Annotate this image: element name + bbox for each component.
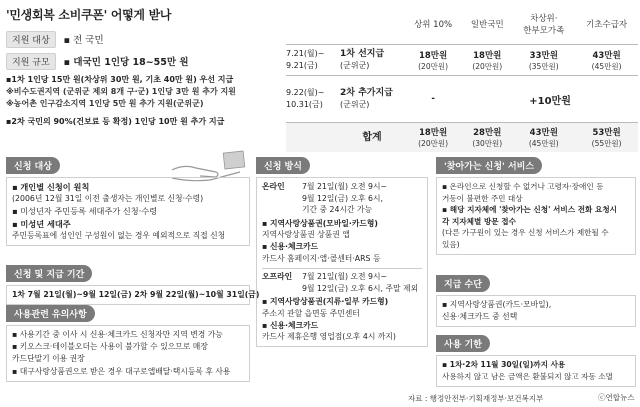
cell-value: 18만원 xyxy=(473,50,502,61)
cell-value: 33만원 xyxy=(529,50,558,61)
cell-sub: (20만원) xyxy=(472,61,503,71)
publisher-logo: ⓒ연합뉴스 xyxy=(598,393,635,402)
section-head: 신청 대상 xyxy=(6,157,60,174)
table-row-total xyxy=(286,123,638,153)
list-item: ▪ 키오스크·테이블오더는 사용이 불가할 수 있으므로 매장 xyxy=(12,342,208,352)
section-head: 신청 및 지급 기간 xyxy=(6,265,92,282)
detail-line: ※농어촌 인구감소지역 1인당 5만 원 추가 지원(군위군) xyxy=(6,99,204,108)
section-head: '찾아가는 신청' 서비스 xyxy=(436,157,542,174)
notes-section xyxy=(6,302,250,382)
online-line: 9월 12일(금) 오후 6시, xyxy=(302,193,384,203)
cell-sub: (45만원) xyxy=(528,139,559,148)
cell-value: 28만원 xyxy=(473,128,502,138)
col-header: 상위 10% xyxy=(414,20,453,30)
support-info xyxy=(6,30,276,74)
row-label: 1차 선지급 xyxy=(340,48,385,59)
cell-value: 43만원 xyxy=(529,128,558,138)
list-item: ▪ 해당 지자체에 '찾아가는 신청' 서비스 전화 요청시 xyxy=(442,205,618,215)
detail-line: ▪1차 1인당 15만 원(차상위 30만 원, 기초 40만 원) 우선 지급 xyxy=(6,75,234,84)
apply-target-section xyxy=(6,154,250,246)
method-title: ▪ 지역사랑상품권(모바일·카드형) xyxy=(262,218,378,228)
col-header: 기초수급자 xyxy=(586,20,628,30)
method-line: 주소지 관할 읍면동 주민센터 xyxy=(262,308,360,318)
cell-value: 18만원 xyxy=(418,50,448,61)
payment-means-section xyxy=(436,272,636,327)
offline-label: 오프라인 xyxy=(262,272,293,282)
scale-tag: 지원 규모 xyxy=(6,53,56,70)
cell-sub: (55만원) xyxy=(591,139,622,148)
table-row xyxy=(286,45,638,76)
support-detail-lines xyxy=(6,74,286,128)
cell-sub: (45만원) xyxy=(591,61,622,71)
section-head: 사용 기한 xyxy=(436,335,490,352)
list-item: ▪ 지역사랑상품권(카드·모바일), xyxy=(442,300,552,309)
section-head: 지급 수단 xyxy=(436,275,490,292)
list-item: ▪ 개인별 신청이 원칙 xyxy=(12,182,90,192)
visit-service-section xyxy=(436,154,636,255)
list-item: 카드단말기 이용 권장 xyxy=(12,354,85,364)
list-item: ▪ 1차·2차 11월 30일(일)까지 사용 xyxy=(442,360,566,369)
method-section xyxy=(256,154,428,347)
source-note: 자료 : 행정안전부·기획재정부·보건복지부 xyxy=(408,394,544,403)
section-head: 사용관련 유의사항 xyxy=(6,305,95,322)
row-sublabel: (군위군) xyxy=(340,99,370,109)
method-title: ▪ 지역사랑상품권(지류·일부 카드형) xyxy=(262,297,389,307)
list-item: ▪ 사용기간 중 이사 시 신용·체크카드 신청자만 지역 변경 가능 xyxy=(12,330,223,339)
scale-value: ▪ 대국민 1인당 18~55만 원 xyxy=(63,57,189,68)
period-line: 1차 7월 21일(월)~9월 12일(금) 2차 9월 22일(월)~10월 31일(금) xyxy=(6,285,250,305)
list-item: 사용하지 않고 남은 금액은 환불되지 않고 자동 소멸 xyxy=(442,372,613,382)
online-label: 온라인 xyxy=(262,182,285,191)
cell-value: 18만원 xyxy=(418,128,448,138)
offline-line: 7월 21일(월) 오전 9시~ xyxy=(302,272,388,282)
target-tag: 지원 대상 xyxy=(6,31,56,48)
list-item: ▪ 미성년 세대주 xyxy=(12,218,71,229)
period-start: 7.21(월)~ xyxy=(286,49,325,58)
row-label: 2차 추가지급 xyxy=(340,87,393,98)
list-item: 있음) xyxy=(442,239,460,249)
online-line: 7월 21일(월) 오전 9시~ xyxy=(302,182,388,191)
list-item: 주민등록표에 성인인 구성원이 없는 경우 예외적으로 직접 신청 xyxy=(12,230,226,240)
period-start: 9.22(월)~ xyxy=(286,88,325,97)
list-item: (2006년 12월 31일 이전 출생자는 개인별로 신청·수령) xyxy=(12,194,204,204)
period-end: 10.31(금) xyxy=(286,100,323,109)
cell-value: +10만원 xyxy=(462,76,638,123)
list-item: ▪ 온라인으로 신청할 수 없거나 고령자·장애인 등 xyxy=(442,182,604,191)
list-item: 신용·체크카드 중 선택 xyxy=(442,312,518,322)
row-sublabel: (군위군) xyxy=(340,60,370,70)
cell-sub: (30만원) xyxy=(472,139,503,148)
method-line: 카드사 홈페이지·앱·콜센터·ARS 등 xyxy=(262,253,381,263)
offline-line: 9월 12일(금) 오후 6시, 주말 제외 xyxy=(302,283,419,293)
method-title: ▪ 신용·체크카드 xyxy=(262,241,319,251)
list-item: 각 지자체별 방문 접수 xyxy=(442,216,516,226)
usage-period-section xyxy=(436,332,636,387)
online-line: 기간 중 24시간 가능 xyxy=(302,205,373,215)
cell-sub: (20만원) xyxy=(418,139,449,148)
list-item: (다른 가구원이 있는 경우 신청 서비스가 제한될 수 xyxy=(442,228,609,238)
list-item: ▪ 대구사랑상품권으로 받은 경우 대구로앱배달·택시등록 후 사용 xyxy=(12,366,231,376)
cell-value: 53만원 xyxy=(592,128,621,138)
cell-sub: (35만원) xyxy=(528,61,559,71)
cell-value: - xyxy=(404,76,462,123)
page-title: '민생회복 소비쿠폰' 어떻게 받나 xyxy=(6,8,172,22)
period-end: 9.21(금) xyxy=(286,61,318,70)
method-line: 지역사랑상품권 상품권 앱 xyxy=(262,230,350,240)
list-item: 거동이 불편한 주민 대상 xyxy=(442,193,523,203)
apply-period-section xyxy=(6,262,260,305)
amount-table xyxy=(286,4,638,152)
cell-sub: (20만원) xyxy=(418,61,449,71)
col-header: 차상위· 한부모가족 xyxy=(523,14,565,36)
detail-line: ▪2차 국민의 90%(건보료 등 확정) 1인당 10만 원 추가 지급 xyxy=(6,117,225,126)
col-header: 일반국민 xyxy=(470,20,504,30)
method-title: ▪ 신용·체크카드 xyxy=(262,320,319,330)
target-value: ▪ 전 국민 xyxy=(63,35,104,46)
section-head: 신청 방식 xyxy=(256,157,310,174)
list-item: ▪ 미성년자 주민등록 세대주가 신청·수령 xyxy=(12,206,158,217)
row-label: 합계 xyxy=(340,123,404,153)
table-row xyxy=(286,76,638,123)
cell-value: 43만원 xyxy=(592,50,621,61)
detail-line: ※비수도권지역 (군위군 제외 8개 구·군) 1인당 3만 원 추가 지원 xyxy=(6,87,236,96)
method-line: 카드사 제휴은행 영업점(오후 4시 까지) xyxy=(262,332,396,342)
